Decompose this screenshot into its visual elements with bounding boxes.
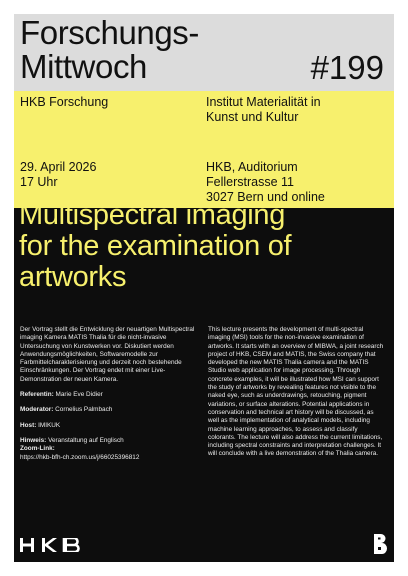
event-poster <box>14 14 394 562</box>
lecture-title-line3: artworks <box>19 261 127 293</box>
english-column <box>208 326 386 466</box>
speaker-label: Referentin: <box>20 391 54 399</box>
event-time: 17 Uhr <box>20 175 58 189</box>
moderator-label: Moderator: <box>20 406 54 414</box>
series-title-line1: Forschungs- <box>20 14 200 51</box>
hkb-logo <box>20 538 80 552</box>
institute-line2: Kunst und Kultur <box>206 110 299 124</box>
institute <box>206 95 321 125</box>
german-column <box>20 326 198 469</box>
info-band <box>14 91 394 208</box>
host-label: Host: <box>20 421 37 429</box>
note-label: Hinweis: <box>20 436 47 444</box>
series-title-line2: Mittwoch <box>20 48 147 85</box>
venue-line3: 3027 Bern und online <box>206 190 325 204</box>
lecture-title-line1: Multispectral imaging <box>19 199 286 231</box>
speaker-name: Marie Eve Didier <box>55 391 103 399</box>
zoom-label: Zoom-Link: <box>20 445 55 453</box>
event-date: 29. April 2026 <box>20 160 97 174</box>
date-time <box>20 160 96 190</box>
moderator-line <box>20 406 198 414</box>
speaker-line <box>20 391 198 399</box>
institute-line1: Institut Materialität in <box>206 95 321 109</box>
german-abstract: Der Vortrag stellt die Entwicklung der neuartigen Multispectral imaging Kamera MATIS Thalia für die nicht-invasive Untersuchung von Kunstwerken vor. Diskutiert werden Anwendungsmöglichkeiten, Softwaremodelle zur Farbmittelcharakterisierung und derzeit noch bestehende Einschränkungen. Der Vortrag endet mit einer Live-Demonstration der neuen Kamera. <box>20 326 195 383</box>
venue-line2: Fellerstrasse 11 <box>206 175 294 189</box>
venue-line1: HKB, Auditorium <box>206 160 298 174</box>
lecture-title-line2: for the examination of <box>19 230 292 262</box>
header-band <box>14 14 394 91</box>
organizer: HKB Forschung <box>20 95 109 109</box>
moderator-name: Cornelius Palmbach <box>55 406 113 414</box>
zoom-link[interactable]: https://hkb-bfh-ch.zoom.us/j/66025396812 <box>20 453 140 461</box>
series-title <box>20 16 199 84</box>
b-icon <box>373 533 388 555</box>
note-text: Veranstaltung auf Englisch <box>48 436 124 444</box>
issue-number: #199 <box>310 49 384 86</box>
host-line <box>20 422 198 430</box>
note-and-zoom <box>20 437 198 462</box>
host-name: IMIKUK <box>38 421 61 429</box>
english-abstract: This lecture presents the development of multi-spectral imaging (MSI) tools for the non-invasive examination of artworks. It starts with an overview of MIBWA, a joint research project of HKB, CSEM and MATIS, the Swiss company that developed the new MATIS Thalia camera and the MATIS Studio web application for image processing. Through concrete examples, it will be illustrated how MSI can support the study of artworks by revealing features not visible to the naked eye, such as underdrawings, retouching, pigment variations, or surface alterations. Potential applications in conservation and technical art history will be discussed, as well as the implementation of analytical models, including machine learning approaches, to assess and classify colorants. The lecture will also address the current limitations, including spectral constraints and interpretation challenges. It will conclude with a live demonstration of the Thalia camera. <box>208 326 384 458</box>
lecture-title <box>19 200 394 293</box>
